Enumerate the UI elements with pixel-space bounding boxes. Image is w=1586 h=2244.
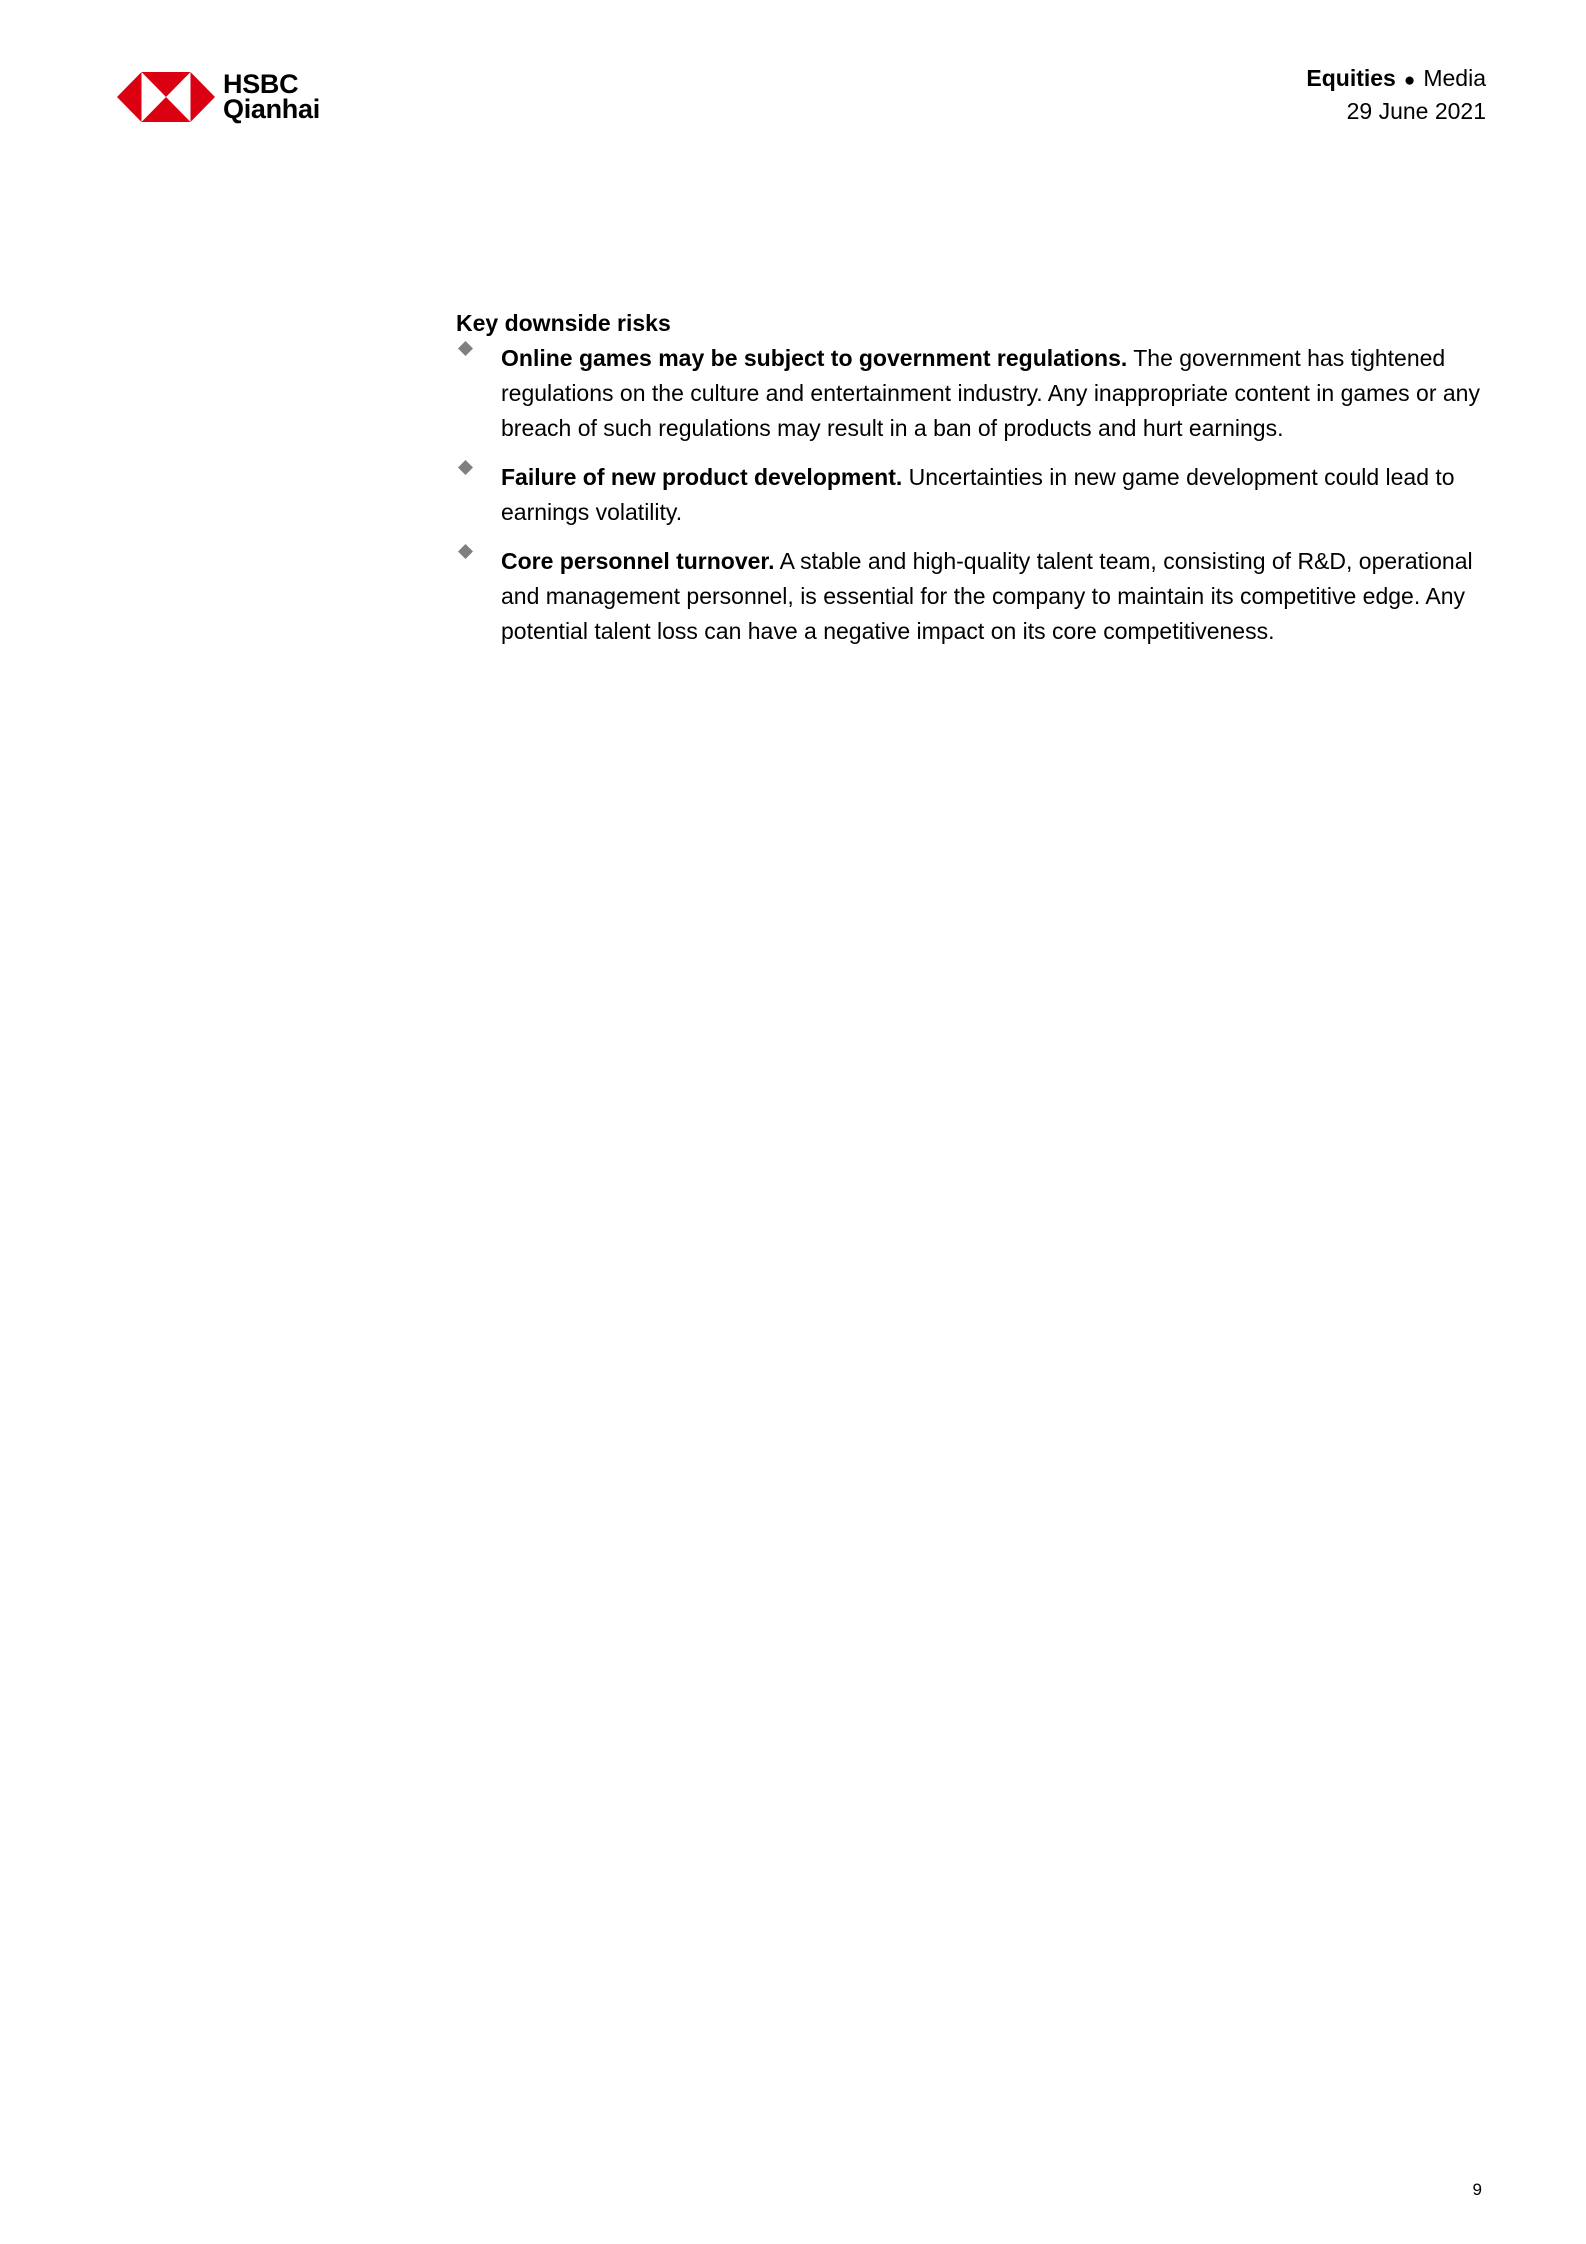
risk-item (456, 460, 1486, 530)
risk-title: Online games may be subject to government regulations. (501, 345, 1128, 371)
brand-subname: Qianhai (223, 94, 320, 124)
page-number: 9 (1472, 2180, 1482, 2199)
risk-description: A stable and high-quality talent team, consisting of R&D, operational and management personnel, is essential for the company to maintain its competitive edge. Any potential talent loss can have a negative impact on its core competitiveness. (501, 548, 1473, 644)
hsbc-qianhai-logo (117, 70, 320, 124)
brand-wordmark (223, 69, 320, 124)
section-line (1306, 63, 1486, 96)
risk-title: Failure of new product development. (501, 464, 903, 490)
risk-title: Core personnel turnover. (501, 548, 775, 574)
risk-list (456, 341, 1486, 649)
section-separator: ● (1403, 70, 1416, 91)
risk-description: The government has tightened regulations on the culture and entertainment industry. Any inappropriate content in games or any breach of such regulations may result in a ban of products and hurt earnings. (501, 345, 1480, 441)
risks-section (456, 306, 1486, 663)
section-heading: Key downside risks (456, 310, 671, 336)
sector-label: Media (1423, 65, 1486, 91)
diamond-bullet-icon (458, 460, 473, 475)
risk-item (456, 341, 1486, 446)
section-label: Equities (1306, 65, 1396, 91)
brand-name: HSBC (223, 69, 299, 99)
diamond-bullet-icon (458, 341, 473, 356)
risk-description: Uncertainties in new game development could lead to earnings volatility. (501, 464, 1455, 525)
report-date: 29 June 2021 (1346, 98, 1486, 124)
document-meta (1306, 63, 1486, 126)
hsbc-hexagon-icon (117, 72, 215, 122)
risk-item (456, 544, 1486, 649)
diamond-bullet-icon (458, 544, 473, 559)
